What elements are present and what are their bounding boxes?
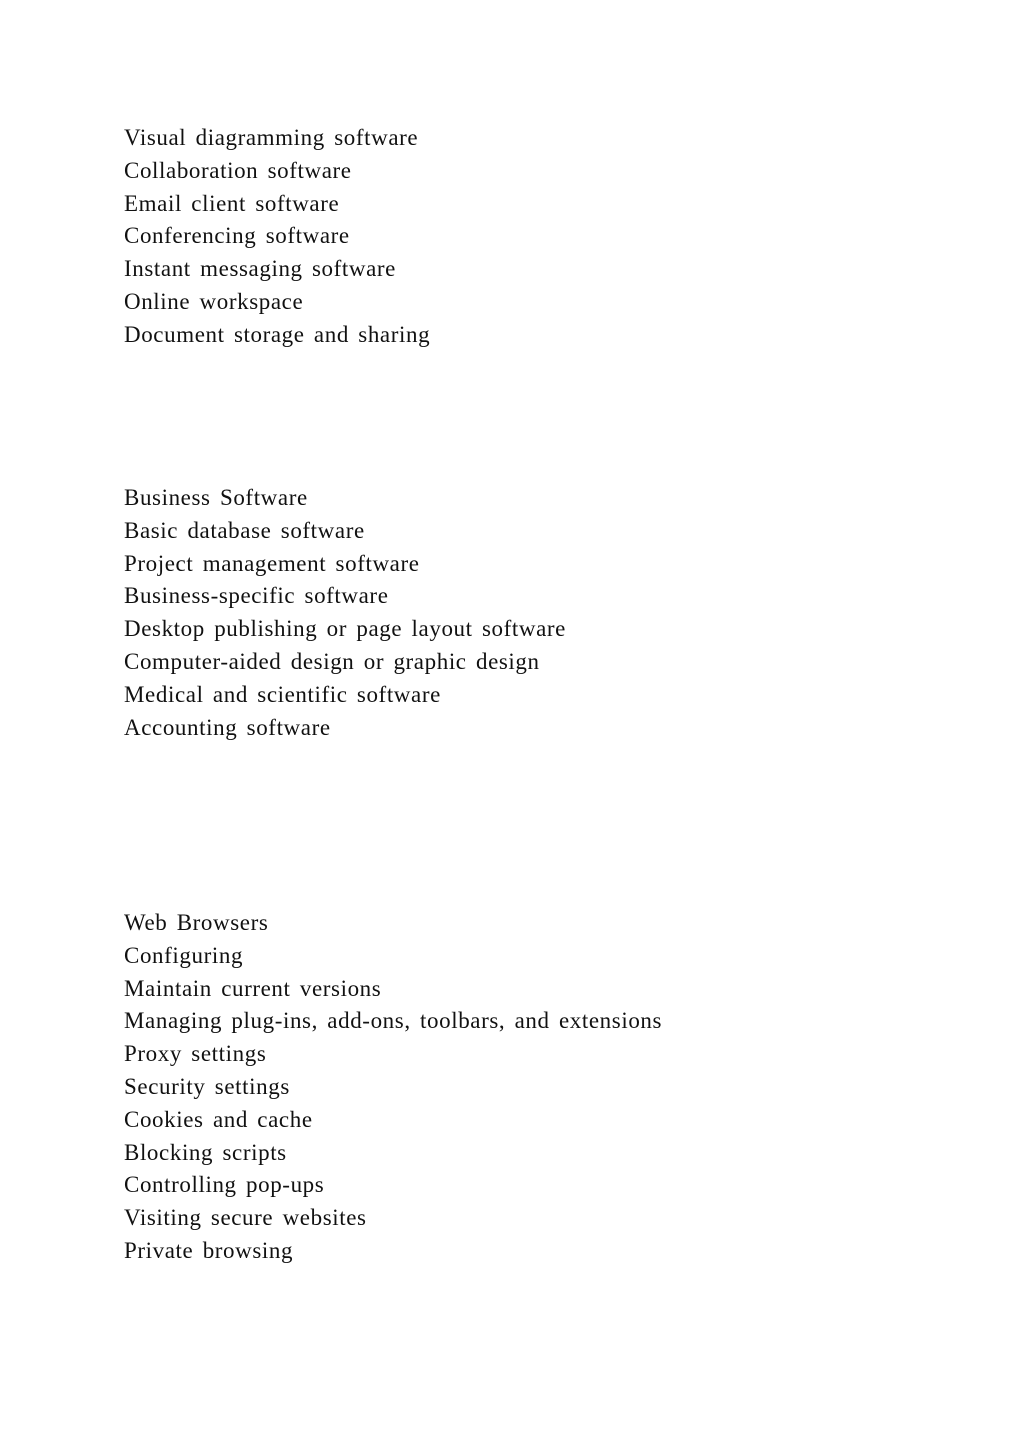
collaboration-software-list bbox=[124, 122, 430, 352]
list-item: Accounting software bbox=[124, 714, 331, 740]
list-item: Email client software bbox=[124, 190, 340, 216]
list-item: Configuring bbox=[124, 942, 244, 968]
list-item: Basic database software bbox=[124, 517, 365, 543]
list-item: Conferencing software bbox=[124, 223, 350, 249]
list-item: Business-specific software bbox=[124, 583, 389, 609]
list-item: Collaboration software bbox=[124, 157, 352, 183]
list-item: Document storage and sharing bbox=[124, 321, 431, 347]
list-item: Controlling pop-ups bbox=[124, 1172, 325, 1198]
list-item: Blocking scripts bbox=[124, 1139, 287, 1165]
list-item: Online workspace bbox=[124, 288, 304, 314]
list-item: Computer-aided design or graphic design bbox=[124, 648, 540, 674]
list-item: Project management software bbox=[124, 550, 420, 576]
list-item: Desktop publishing or page layout software bbox=[124, 616, 566, 642]
list-item: Visiting secure websites bbox=[124, 1205, 367, 1231]
list-item: Visual diagramming software bbox=[124, 125, 419, 150]
list-item: Proxy settings bbox=[124, 1041, 267, 1067]
section-heading: Web Browsers bbox=[124, 910, 269, 935]
list-item: Medical and scientific software bbox=[124, 681, 441, 707]
list-item: Cookies and cache bbox=[124, 1106, 313, 1132]
list-item: Security settings bbox=[124, 1073, 290, 1099]
business-software-list bbox=[124, 482, 566, 744]
section-heading: Business Software bbox=[124, 485, 308, 510]
list-item: Private browsing bbox=[124, 1237, 294, 1263]
list-item: Managing plug-ins, add-ons, toolbars, and extensions bbox=[124, 1008, 663, 1034]
web-browsers-list bbox=[124, 907, 662, 1268]
list-item: Maintain current versions bbox=[124, 975, 382, 1001]
list-item: Instant messaging software bbox=[124, 256, 396, 282]
